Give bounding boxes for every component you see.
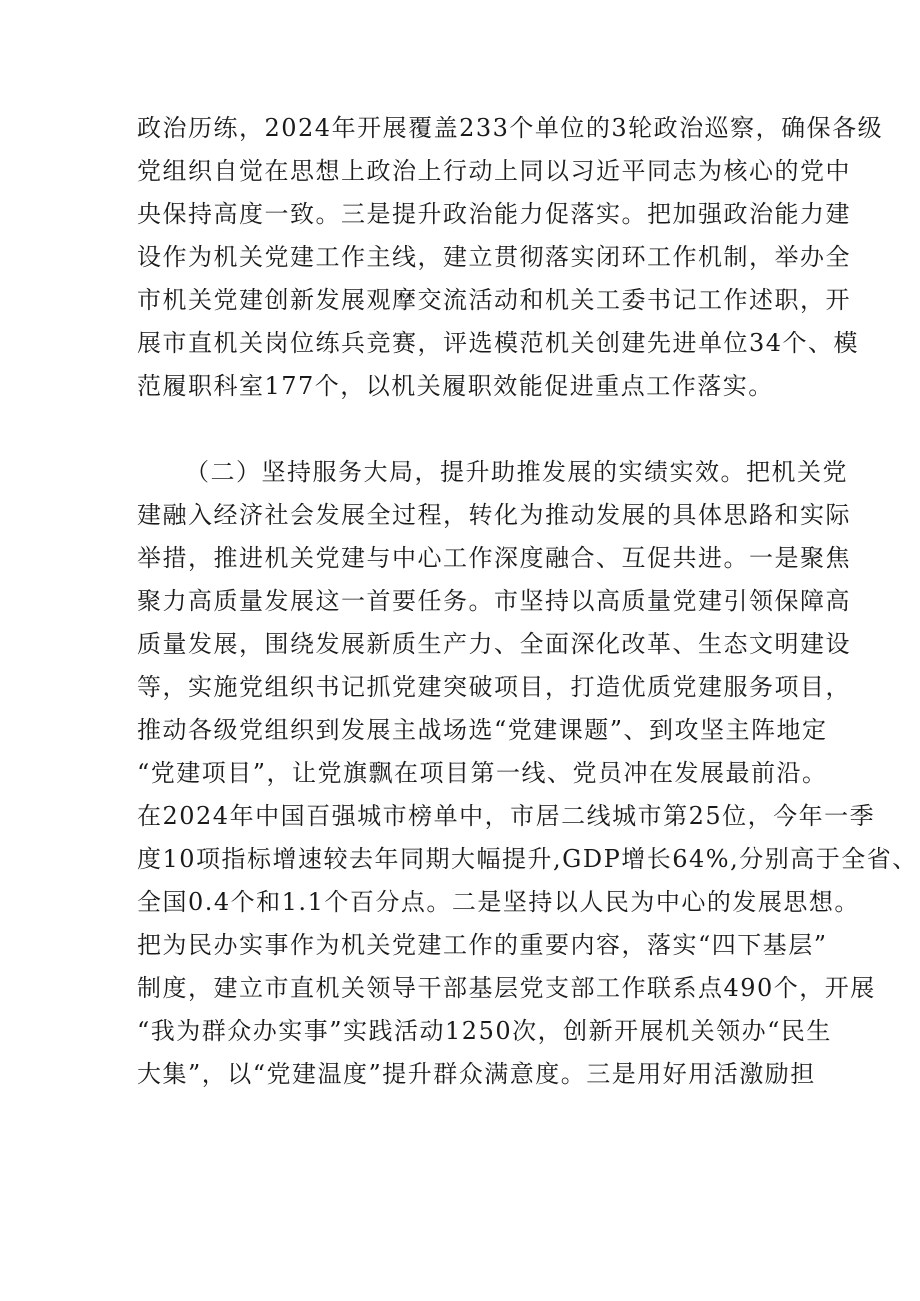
text-line: 党组织自觉在思想上政治上行动上同以习近平同志为核心的党中 <box>137 157 851 185</box>
text-line: 质量发展，围绕发展新质生产力、全面深化改革、生态文明建设 <box>137 630 851 658</box>
text-line: 度10项指标增速较去年同期大幅提升,GDP增长64%,分别高于全省、 <box>137 845 918 873</box>
text-line: 等，实施党组织书记抓党建突破项目，打造优质党建服务项目， <box>137 673 851 701</box>
text-line: 把为民办实事作为机关党建工作的重要内容，落实“四下基层” <box>137 931 828 959</box>
text-line: 市机关党建创新发展观摩交流活动和机关工委书记工作述职，开 <box>137 286 851 314</box>
text-line: 范履职科室177个，以机关履职效能促进重点工作落实。 <box>137 372 774 400</box>
text-line: 聚力高质量发展这一首要任务。市坚持以高质量党建引领保障高 <box>137 587 851 615</box>
text-line: “我为群众办实事”实践活动1250次，创新开展机关领办“民生 <box>137 1017 832 1045</box>
text-line: 举措，推进机关党建与中心工作深度融合、互促共进。一是聚焦 <box>137 544 851 572</box>
text-line: 建融入经济社会发展全过程，转化为推动发展的具体思路和实际 <box>137 501 851 529</box>
text-line: 推动各级党组织到发展主战场选“党建课题”、到攻坚主阵地定 <box>137 716 828 744</box>
text-line: 设作为机关党建工作主线，建立贯彻落实闭环工作机制，举办全 <box>137 243 851 271</box>
section-heading-line: （二）坚持服务大局，提升助推发展的实绩实效。把机关党 <box>185 458 848 486</box>
text-line: 大集”，以“党建温度”提升群众满意度。三是用好用活激励担 <box>137 1060 816 1088</box>
text-line: 政治历练，2024年开展覆盖233个单位的3轮政治巡察，确保各级 <box>137 114 884 142</box>
text-line: 全国0.4个和1.1个百分点。二是坚持以人民为中心的发展思想。 <box>137 888 860 916</box>
text-line: 在2024年中国百强城市榜单中，市居二线城市第25位，今年一季 <box>137 802 876 830</box>
text-line: “党建项目”，让党旗飘在项目第一线、党员冲在发展最前沿。 <box>137 759 828 787</box>
text-line: 制度，建立市直机关领导干部基层党支部工作联系点490个，开展 <box>137 974 876 1002</box>
text-line: 央保持高度一致。三是提升政治能力促落实。把加强政治能力建 <box>137 200 851 228</box>
text-line: 展市直机关岗位练兵竞赛，评选模范机关创建先进单位34个、模 <box>137 329 860 357</box>
